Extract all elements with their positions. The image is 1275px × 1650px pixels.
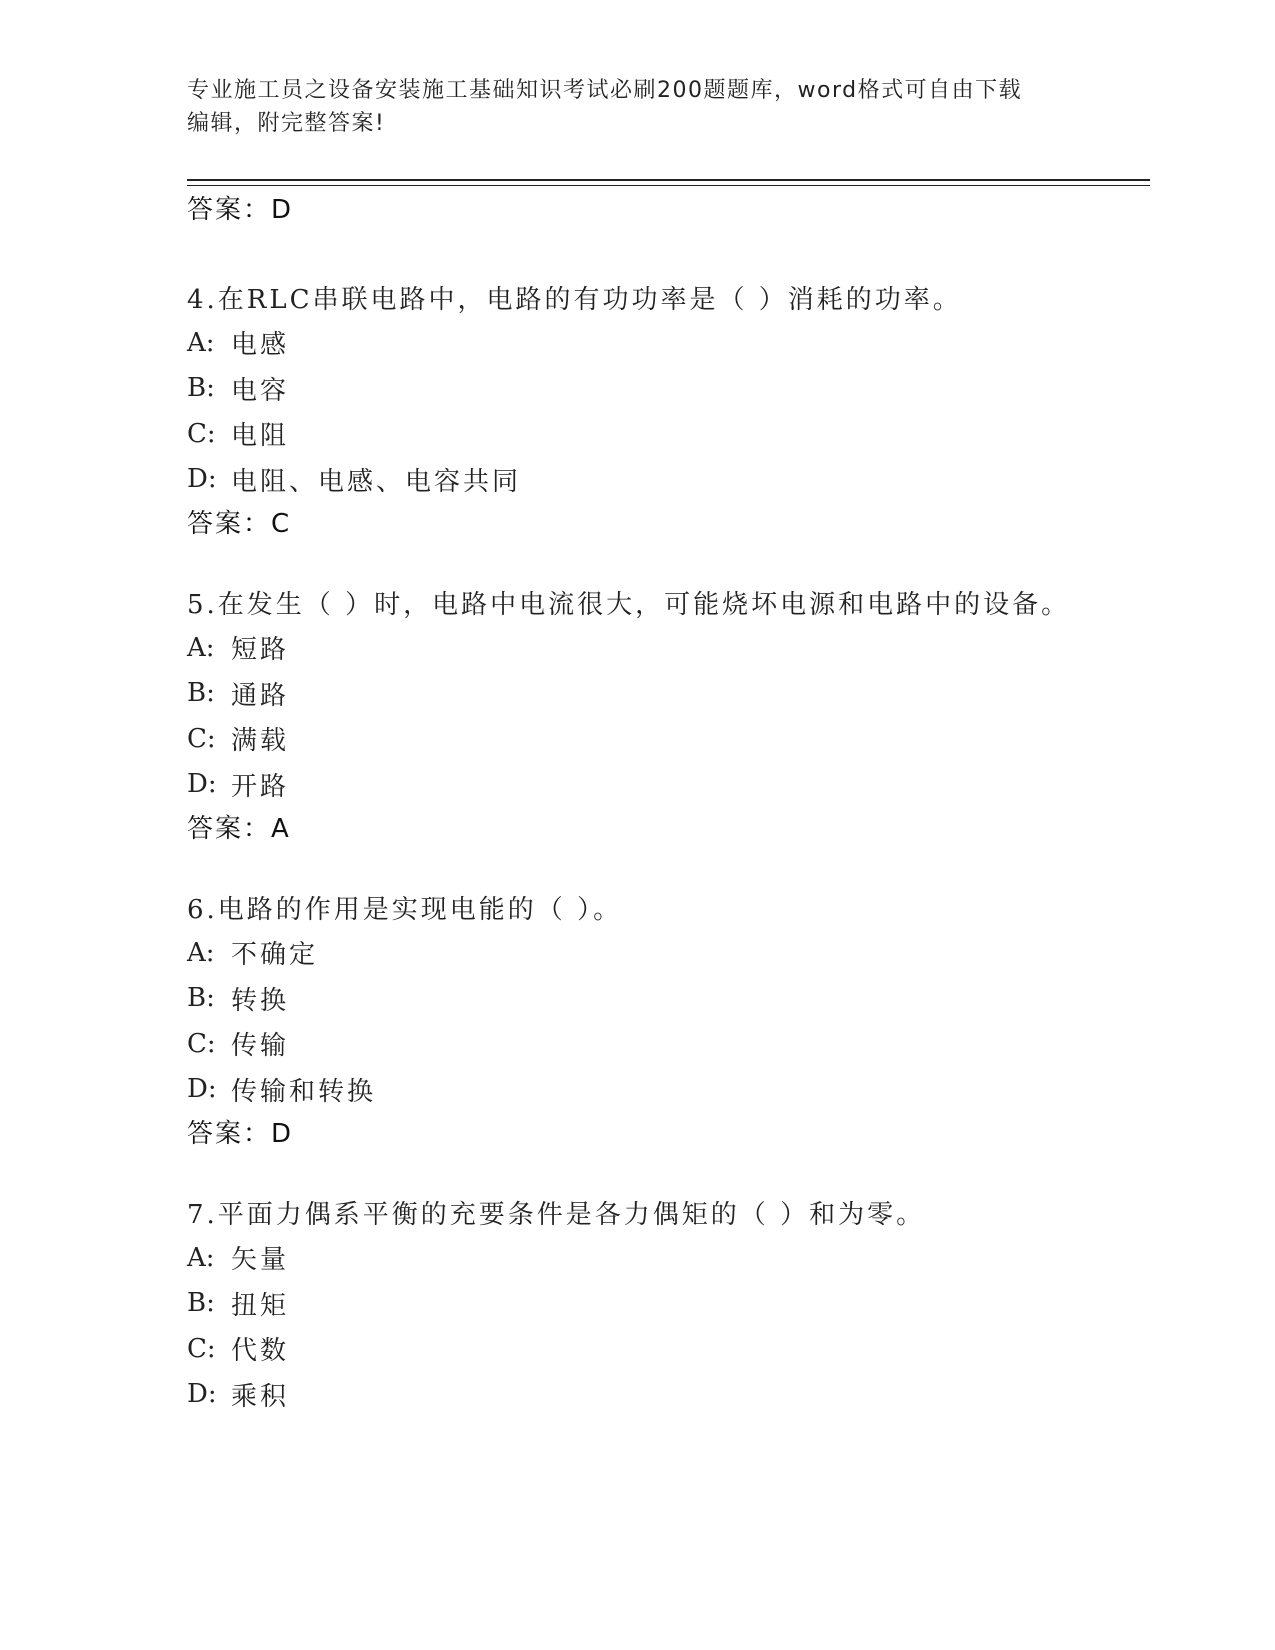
option-b: [187, 976, 1147, 1022]
option-text: 扭矩: [231, 1290, 290, 1321]
question-5: [187, 585, 1147, 849]
option-d: [187, 1372, 1147, 1418]
option-text: 传输: [231, 1031, 290, 1062]
option-a: [187, 320, 1147, 366]
option-letter: A:: [187, 632, 215, 663]
option-letter: A:: [187, 1242, 215, 1273]
option-a: [187, 625, 1147, 671]
option-d: [187, 762, 1147, 808]
option-c: [187, 1021, 1147, 1067]
option-b: [187, 671, 1147, 717]
option-text: 通路: [231, 680, 290, 711]
option-b: [187, 1281, 1147, 1327]
option-a: [187, 930, 1147, 976]
header-rule-thick: [187, 179, 1150, 181]
option-text: 乘积: [231, 1381, 290, 1412]
option-letter: D:: [187, 769, 217, 800]
option-c: [187, 716, 1147, 762]
option-text: 短路: [231, 635, 290, 666]
question-title: 7.平面力偶系平衡的充要条件是各力偶矩的（ ）和为零。: [187, 1200, 926, 1230]
option-letter: B:: [187, 983, 215, 1014]
previous-answer: 答案：D: [187, 195, 294, 225]
option-text: 电容: [231, 375, 290, 406]
option-text: 电阻: [231, 421, 290, 452]
option-c: [187, 411, 1147, 457]
option-letter: B:: [187, 1288, 215, 1319]
question-title: 4.在RLC串联电路中，电路的有功功率是（ ）消耗的功率。: [187, 285, 962, 315]
option-text: 满载: [231, 726, 290, 757]
option-text: 转换: [231, 985, 290, 1016]
header-rule-thin: [187, 185, 1150, 186]
answer-line: 答案：C: [187, 509, 292, 539]
question-title: 6.电路的作用是实现电能的（ ）。: [187, 895, 623, 925]
option-letter: D:: [187, 1074, 217, 1105]
answer-line: 答案：A: [187, 814, 291, 844]
option-letter: D:: [187, 464, 217, 495]
option-text: 代数: [231, 1336, 290, 1367]
option-letter: C:: [187, 1333, 216, 1364]
question-7: [187, 1195, 1147, 1417]
option-letter: C:: [187, 1028, 216, 1059]
question-4: [187, 280, 1147, 544]
document-header: [187, 74, 1067, 140]
option-text: 开路: [231, 771, 290, 802]
option-b: [187, 366, 1147, 412]
header-line-2: 编辑，附完整答案!: [187, 111, 386, 136]
option-d: [187, 1067, 1147, 1113]
option-text: 矢量: [231, 1245, 290, 1276]
option-text: 电感: [231, 330, 290, 361]
option-text: 传输和转换: [231, 1076, 377, 1107]
option-letter: C:: [187, 418, 216, 449]
option-d: [187, 457, 1147, 503]
option-letter: C:: [187, 723, 216, 754]
option-letter: A:: [187, 937, 215, 968]
question-6: [187, 890, 1147, 1154]
header-line-1: 专业施工员之设备安装施工基础知识考试必刷200题题库，word格式可自由下载: [187, 78, 1023, 103]
option-a: [187, 1235, 1147, 1281]
option-c: [187, 1326, 1147, 1372]
option-letter: D:: [187, 1379, 217, 1410]
answer-line: 答案：D: [187, 1119, 294, 1149]
option-text: 电阻、电感、电容共同: [231, 466, 522, 497]
question-title: 5.在发生（ ）时，电路中电流很大，可能烧坏电源和电路中的设备。: [187, 590, 1071, 620]
option-letter: B:: [187, 678, 215, 709]
option-letter: B:: [187, 373, 215, 404]
option-text: 不确定: [231, 940, 319, 971]
option-letter: A:: [187, 327, 215, 358]
